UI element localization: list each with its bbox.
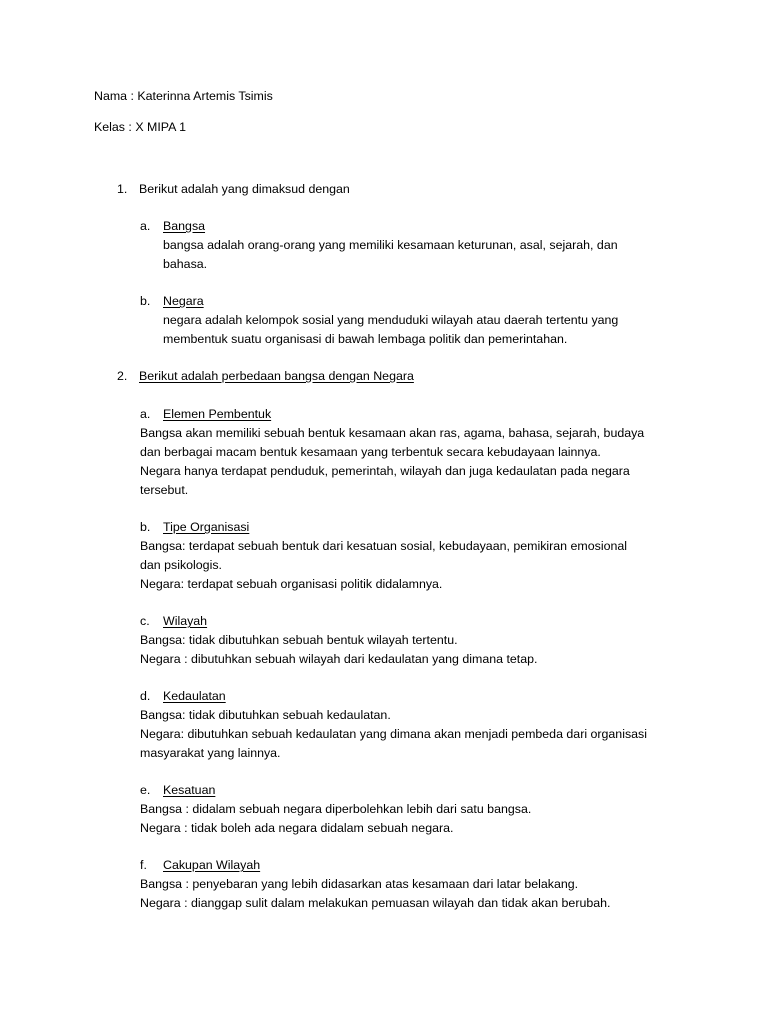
q2b-line: Negara: terdapat sebuah organisasi politik didalamnya.: [140, 577, 443, 591]
q2a-line: tersebut.: [140, 483, 189, 497]
q2b-line: dan psikologis.: [140, 558, 222, 572]
q1-question: Berikut adalah yang dimaksud dengan: [139, 182, 350, 196]
q2d-line: masyarakat yang lainnya.: [140, 746, 281, 760]
q2a-line: Negara hanya terdapat penduduk, pemerintah, wilayah dan juga kedaulatan pada negara: [140, 464, 630, 478]
q2e-letter: e.: [140, 783, 151, 797]
q2a-letter: a.: [140, 407, 151, 421]
q2f-line: Negara : dianggap sulit dalam melakukan pemuasan wilayah dan tidak akan berubah.: [140, 896, 611, 910]
q1b-title: Negara: [163, 294, 204, 308]
q2-number: 2.: [117, 369, 128, 383]
q2d-title: Kedaulatan: [163, 689, 226, 703]
student-class: Kelas : X MIPA 1: [94, 120, 187, 134]
q1b-letter: b.: [140, 294, 151, 308]
q2d-letter: d.: [140, 689, 151, 703]
student-name: Nama : Katerinna Artemis Tsimis: [94, 89, 273, 103]
q2a-title: Elemen Pembentuk: [163, 407, 272, 421]
q2a-line: dan berbagai macam bentuk kesamaan yang terbentuk secara kebudayaan lainnya.: [140, 445, 601, 459]
q2a-line: Bangsa akan memiliki sebuah bentuk kesamaan akan ras, agama, bahasa, sejarah, budaya: [140, 426, 645, 440]
q2c-line: Bangsa: tidak dibutuhkan sebuah bentuk wilayah tertentu.: [140, 633, 458, 647]
q1-number: 1.: [117, 182, 128, 196]
q2b-title: Tipe Organisasi: [163, 520, 250, 534]
q1a-title: Bangsa: [163, 219, 206, 233]
q2d-line: Bangsa: tidak dibutuhkan sebuah kedaulatan.: [140, 708, 391, 722]
q2c-title: Wilayah: [163, 614, 208, 628]
q2e-line: Negara : tidak boleh ada negara didalam sebuah negara.: [140, 821, 454, 835]
q2e-line: Bangsa : didalam sebuah negara diperbolehkan lebih dari satu bangsa.: [140, 802, 532, 816]
q2b-letter: b.: [140, 520, 151, 534]
q2d-line: Negara: dibutuhkan sebuah kedaulatan yang dimana akan menjadi pembeda dari organisasi: [140, 727, 647, 741]
q1b-line: membentuk suatu organisasi di bawah lembaga politik dan pemerintahan.: [163, 332, 568, 346]
q2b-line: Bangsa: terdapat sebuah bentuk dari kesatuan sosial, kebudayaan, pemikiran emosional: [140, 539, 627, 553]
q2f-letter: f.: [140, 858, 147, 872]
q2f-title: Cakupan Wilayah: [163, 858, 261, 872]
q1a-line: bahasa.: [163, 257, 208, 271]
q1a-letter: a.: [140, 219, 151, 233]
q2e-title: Kesatuan: [163, 783, 216, 797]
q2c-line: Negara : dibutuhkan sebuah wilayah dari kedaulatan yang dimana tetap.: [140, 652, 538, 666]
q2c-letter: c.: [140, 614, 150, 628]
q2f-line: Bangsa : penyebaran yang lebih didasarkan atas kesamaan dari latar belakang.: [140, 877, 579, 891]
q1b-line: negara adalah kelompok sosial yang menduduki wilayah atau daerah tertentu yang: [163, 313, 619, 327]
q2-question: Berikut adalah perbedaan bangsa dengan Negara: [139, 369, 414, 383]
q1a-line: bangsa adalah orang-orang yang memiliki kesamaan keturunan, asal, sejarah, dan: [163, 238, 618, 252]
